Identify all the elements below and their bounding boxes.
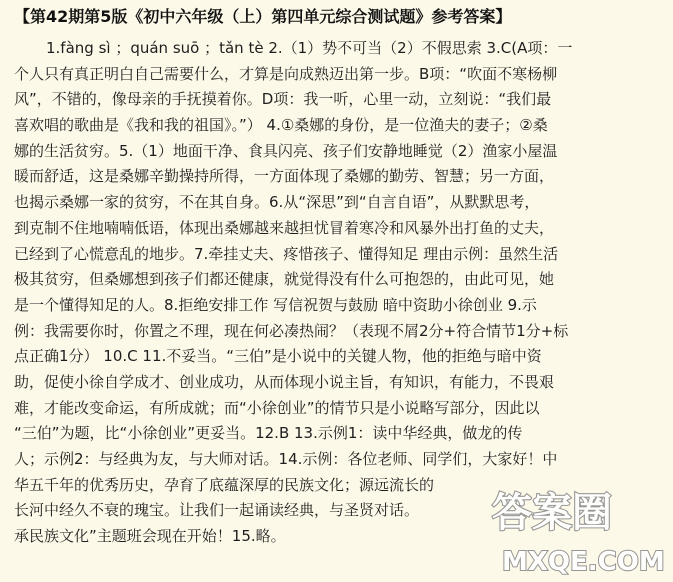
answer-line: 人；示例2：与经典为友，与大师对话。14.示例：各位老师、同学们，大家好！中 — [14, 450, 558, 468]
watermark-title: 答案圈 — [492, 490, 612, 536]
answer-line: 娜的生活贫穷。5.（1）地面干净、食具闪亮、孩子们安静地睡觉（2）渔家小屋温 — [14, 141, 558, 160]
answer-body — [14, 36, 664, 550]
page-title: 【第42期第5版《初中六年级（上）第四单元综合测试题》参考答案】 — [14, 7, 512, 26]
answer-line: 华五千年的优秀历史，孕育了底蕴深厚的民族文化；源远流长的 — [14, 475, 435, 494]
answer-line: 已经到了心慌意乱的地步。7.牵挂丈夫、疼惜孩子、懂得知足 理由示例：虽然生活 — [14, 244, 559, 263]
answer-line: 助，促使小徐自学成才、创业成功，从而体现小说主旨，有知识，有能力，不畏艰 — [14, 372, 555, 391]
answer-line: 长河中经久不衰的瑰宝。让我们一起诵读经典，与圣贤对话。 — [14, 501, 420, 520]
answer-line: 例：我需要你时，你置之不理，现在何必凑热闹？（表现不屑2分+符合情节1分+标 — [14, 321, 569, 340]
answer-line: 风”，不错的，像母亲的手抚摸着你。D项：我一听，心里一动，立刻说：“我们最 — [14, 90, 552, 109]
answer-line: 喜欢唱的歌曲是《我和我的祖国》。”） 4.①桑娜的身份，是一位渔夫的妻子；②桑 — [14, 116, 548, 135]
answer-line: 点正确1分） 10.C 11.不妥当。“三伯”是小说中的关键人物，他的拒绝与暗中资 — [14, 347, 542, 366]
answer-line: 难，才能改变命运，有所成就；而“小徐创业”的情节只是小说略写部分，因此以 — [14, 398, 540, 417]
answer-line: 极其贫穷，但桑娜想到孩子们都还健康，就觉得没有什么可抱怨的，由此可见，她 — [14, 270, 555, 289]
answer-line: 承民族文化”主题班会现在开始！15.略。 — [14, 527, 286, 546]
answer-line: “三伯”为题，比“小徐创业”更妥当。12.B 13.示例1：读中华经典，做龙的传 — [14, 424, 523, 443]
answer-line: 是一个懂得知足的人。8.拒绝安排工作 写信祝贺与鼓励 暗中资助小徐创业 9.示 — [14, 295, 537, 314]
answer-line: 也揭示桑娜一家的贫穷，不在其自身。6.从“深思”到“自言自语”，从默默思考， — [14, 193, 540, 212]
answer-line: 个人只有真正明白自己需要什么，才算是向成熟迈出第一步。B项：“吹面不寒杨柳 — [14, 64, 558, 83]
answer-line: 到克制不住地喃喃低语，体现出桑娜越来越担忧冒着寒冷和风暴外出打鱼的丈夫， — [14, 218, 555, 237]
watermark-url: MXQE.COM — [502, 547, 665, 577]
answer-line: 1.fàng sì ；quán suō ；tǎn tè 2.（1）势不可当（2）不假思索 3.C(A项：一 — [46, 39, 573, 57]
answer-line: 暖而舒适，这是桑娜辛勤操持所得，一方面体现了桑娜的勤劳、智慧；另一方面， — [14, 167, 555, 186]
